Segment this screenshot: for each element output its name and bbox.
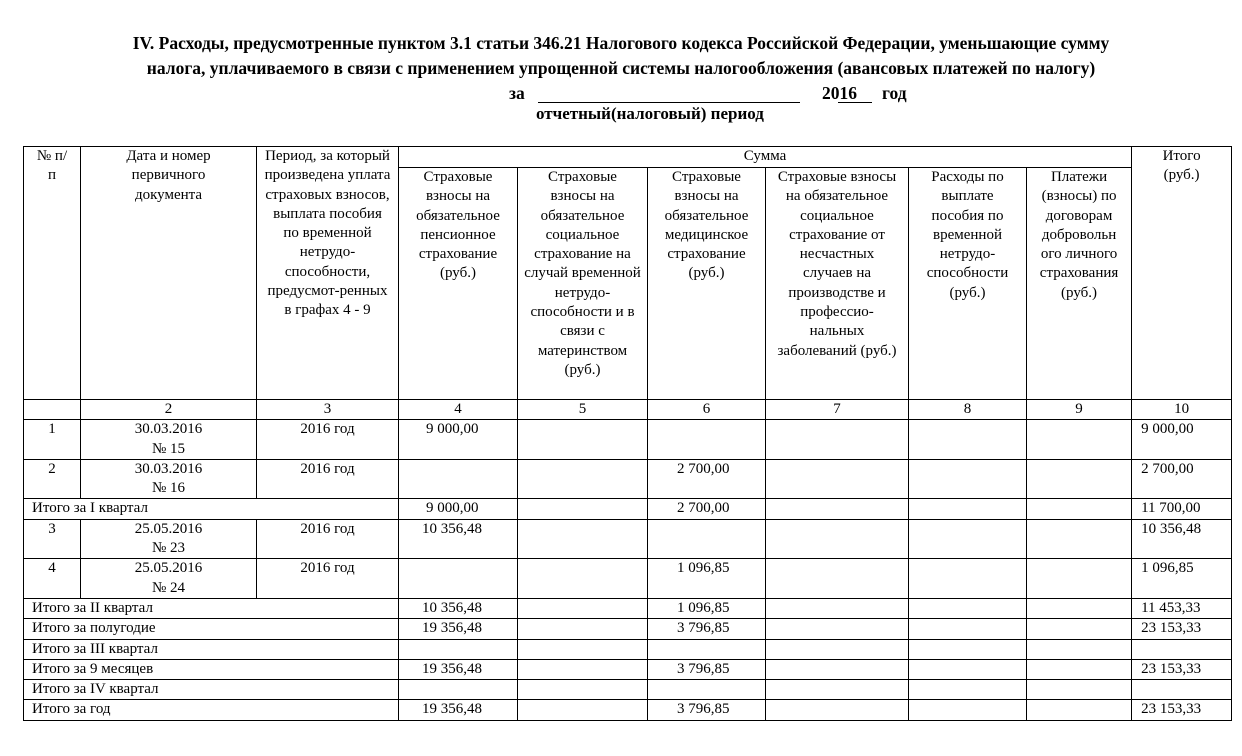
cell-c5 <box>518 459 648 499</box>
cell-c5 <box>518 598 648 618</box>
table-row <box>24 519 1232 559</box>
cell-c5 <box>518 519 648 559</box>
cell-c7 <box>766 619 909 639</box>
cell-total: 10 356,48 <box>1132 519 1232 559</box>
header-c4: Страховые взносы на обязательное пенсионное страхование (руб.) <box>399 168 518 400</box>
doc-date: 25.05.2016 <box>134 560 203 577</box>
cell-c9 <box>1027 659 1132 679</box>
col-number: 5 <box>518 400 648 420</box>
cell-c9 <box>1027 619 1132 639</box>
cell-c5 <box>518 659 648 679</box>
cell-total: 23 153,33 <box>1132 619 1232 639</box>
subtotal-label: Итого за II квартал <box>24 598 399 618</box>
table-subtotal-row <box>24 639 1232 659</box>
cell-c9 <box>1027 559 1132 599</box>
subtotal-label: Итого за полугодие <box>24 619 399 639</box>
cell-c4: 19 356,48 <box>399 700 518 720</box>
doc-number: № 23 <box>151 540 186 557</box>
header-c5: Страховые взносы на обязательное социальное страхование на случай временной нетрудо-способности и в связи с материнством (руб.) <box>518 168 648 400</box>
table-row <box>24 420 1232 460</box>
cell-c4: 9 000,00 <box>399 420 518 460</box>
row-period: 2016 год <box>257 420 399 460</box>
cell-c7 <box>766 598 909 618</box>
header-c9: Платежи (взносы) по договорам добровольн ого личного страхования (руб.) <box>1027 168 1132 400</box>
table-subtotal-row <box>24 598 1232 618</box>
subtotal-label: Итого за I квартал <box>24 499 399 519</box>
row-period: 2016 год <box>257 459 399 499</box>
cell-c4: 10 356,48 <box>399 519 518 559</box>
cell-c4: 19 356,48 <box>399 659 518 679</box>
row-document <box>81 459 257 499</box>
doc-number: № 24 <box>151 579 186 596</box>
header-num: № п/п <box>24 147 81 400</box>
cell-c7 <box>766 420 909 460</box>
cell-total: 11 700,00 <box>1132 499 1232 519</box>
column-numbers-row <box>24 400 1232 420</box>
col-number <box>24 400 81 420</box>
cell-c5 <box>518 680 648 700</box>
table-subtotal-row <box>24 700 1232 720</box>
cell-c8 <box>909 559 1027 599</box>
cell-c6 <box>648 420 766 460</box>
cell-c5 <box>518 700 648 720</box>
header-sum: Сумма <box>399 147 1132 168</box>
cell-c7 <box>766 659 909 679</box>
cell-c5 <box>518 499 648 519</box>
cell-total: 23 153,33 <box>1132 659 1232 679</box>
cell-c4: 10 356,48 <box>399 598 518 618</box>
cell-c8 <box>909 700 1027 720</box>
cell-c5 <box>518 420 648 460</box>
cell-c4 <box>399 559 518 599</box>
cell-c6: 2 700,00 <box>648 459 766 499</box>
row-num: 3 <box>24 519 81 559</box>
row-period: 2016 год <box>257 559 399 599</box>
cell-total: 11 453,33 <box>1132 598 1232 618</box>
cell-c8 <box>909 519 1027 559</box>
row-num: 1 <box>24 420 81 460</box>
subtotal-label: Итого за год <box>24 700 399 720</box>
cell-c5 <box>518 559 648 599</box>
cell-c6: 1 096,85 <box>648 598 766 618</box>
cell-c6: 3 796,85 <box>648 700 766 720</box>
row-num: 4 <box>24 559 81 599</box>
cell-c8 <box>909 619 1027 639</box>
cell-c4 <box>399 639 518 659</box>
cell-c6: 3 796,85 <box>648 659 766 679</box>
cell-c6: 2 700,00 <box>648 499 766 519</box>
cell-c9 <box>1027 519 1132 559</box>
period-caption: отчетный(налоговый) период <box>536 104 764 123</box>
doc-date: 25.05.2016 <box>134 520 203 537</box>
doc-date: 30.03.2016 <box>134 460 203 477</box>
subtotal-label: Итого за IV квартал <box>24 680 399 700</box>
cell-c8 <box>909 598 1027 618</box>
cell-c9 <box>1027 598 1132 618</box>
cell-total: 9 000,00 <box>1132 420 1232 460</box>
table-header-row <box>24 147 1232 168</box>
cell-c7 <box>766 519 909 559</box>
table-subtotal-row <box>24 499 1232 519</box>
cell-total <box>1132 680 1232 700</box>
cell-c7 <box>766 680 909 700</box>
header-total: Итого (руб.) <box>1132 147 1232 400</box>
cell-c5 <box>518 619 648 639</box>
period-year: 2016 <box>822 83 857 103</box>
heading-line-1: IV. Расходы, предусмотренные пунктом 3.1 статьи 346.21 Налогового кодекса Российской Федерации, уменьшающие сумму <box>132 33 1110 53</box>
cell-c6 <box>648 680 766 700</box>
table-row <box>24 559 1232 599</box>
cell-c7 <box>766 559 909 599</box>
header-c7: Страховые взносы на обязательное социальное страхование от несчастных случаев на производстве и профессио-нальных заболеваний (руб.) <box>766 168 909 400</box>
row-document <box>81 519 257 559</box>
cell-c7 <box>766 499 909 519</box>
header-doc: Дата и номер первичного документа <box>81 147 257 400</box>
cell-c8 <box>909 420 1027 460</box>
col-number: 8 <box>909 400 1027 420</box>
cell-c4: 9 000,00 <box>399 499 518 519</box>
cell-total: 1 096,85 <box>1132 559 1232 599</box>
table-subtotal-row <box>24 619 1232 639</box>
cell-c8 <box>909 639 1027 659</box>
cell-c8 <box>909 499 1027 519</box>
row-document <box>81 559 257 599</box>
col-number: 4 <box>399 400 518 420</box>
row-num: 2 <box>24 459 81 499</box>
cell-c7 <box>766 639 909 659</box>
expenses-table <box>23 146 1232 721</box>
col-number: 3 <box>257 400 399 420</box>
cell-c9 <box>1027 639 1132 659</box>
period-za-label: за <box>509 83 525 103</box>
cell-c9 <box>1027 459 1132 499</box>
col-number: 7 <box>766 400 909 420</box>
cell-c9 <box>1027 420 1132 460</box>
doc-number: № 16 <box>151 480 186 497</box>
row-period: 2016 год <box>257 519 399 559</box>
cell-c6 <box>648 639 766 659</box>
cell-c9 <box>1027 700 1132 720</box>
cell-total <box>1132 639 1232 659</box>
cell-c6 <box>648 519 766 559</box>
section-heading <box>0 31 1242 81</box>
cell-c9 <box>1027 680 1132 700</box>
cell-total: 2 700,00 <box>1132 459 1232 499</box>
row-document <box>81 420 257 460</box>
cell-c8 <box>909 659 1027 679</box>
cell-c5 <box>518 639 648 659</box>
col-number: 9 <box>1027 400 1132 420</box>
cell-total: 23 153,33 <box>1132 700 1232 720</box>
col-number: 10 <box>1132 400 1232 420</box>
period-blank-field[interactable] <box>538 102 800 103</box>
cell-c7 <box>766 700 909 720</box>
subtotal-label: Итого за 9 месяцев <box>24 659 399 679</box>
col-number: 2 <box>81 400 257 420</box>
heading-line-2: налога, уплачиваемого в связи с применением упрощенной системы налогообложения (авансовых платежей по налогу) <box>146 58 1096 78</box>
header-c6: Страховые взносы на обязательное медицинское страхование (руб.) <box>648 168 766 400</box>
col-number: 6 <box>648 400 766 420</box>
table-subtotal-row <box>24 680 1232 700</box>
cell-c4 <box>399 459 518 499</box>
table-row <box>24 459 1232 499</box>
doc-date: 30.03.2016 <box>134 421 203 438</box>
cell-c8 <box>909 459 1027 499</box>
cell-c9 <box>1027 499 1132 519</box>
cell-c8 <box>909 680 1027 700</box>
period-year-unit: год <box>882 83 907 103</box>
cell-c7 <box>766 459 909 499</box>
header-period: Период, за который произведена уплата страховых взносов, выплата пособия по временной нетрудо-способности, предусмот-ренных в графах 4 - 9 <box>257 147 399 400</box>
doc-number: № 15 <box>151 440 186 457</box>
header-c8: Расходы по выплате пособия по временной нетрудо-способности (руб.) <box>909 168 1027 400</box>
cell-c4 <box>399 680 518 700</box>
cell-c6: 1 096,85 <box>648 559 766 599</box>
subtotal-label: Итого за III квартал <box>24 639 399 659</box>
cell-c6: 3 796,85 <box>648 619 766 639</box>
table-subtotal-row <box>24 659 1232 679</box>
cell-c4: 19 356,48 <box>399 619 518 639</box>
